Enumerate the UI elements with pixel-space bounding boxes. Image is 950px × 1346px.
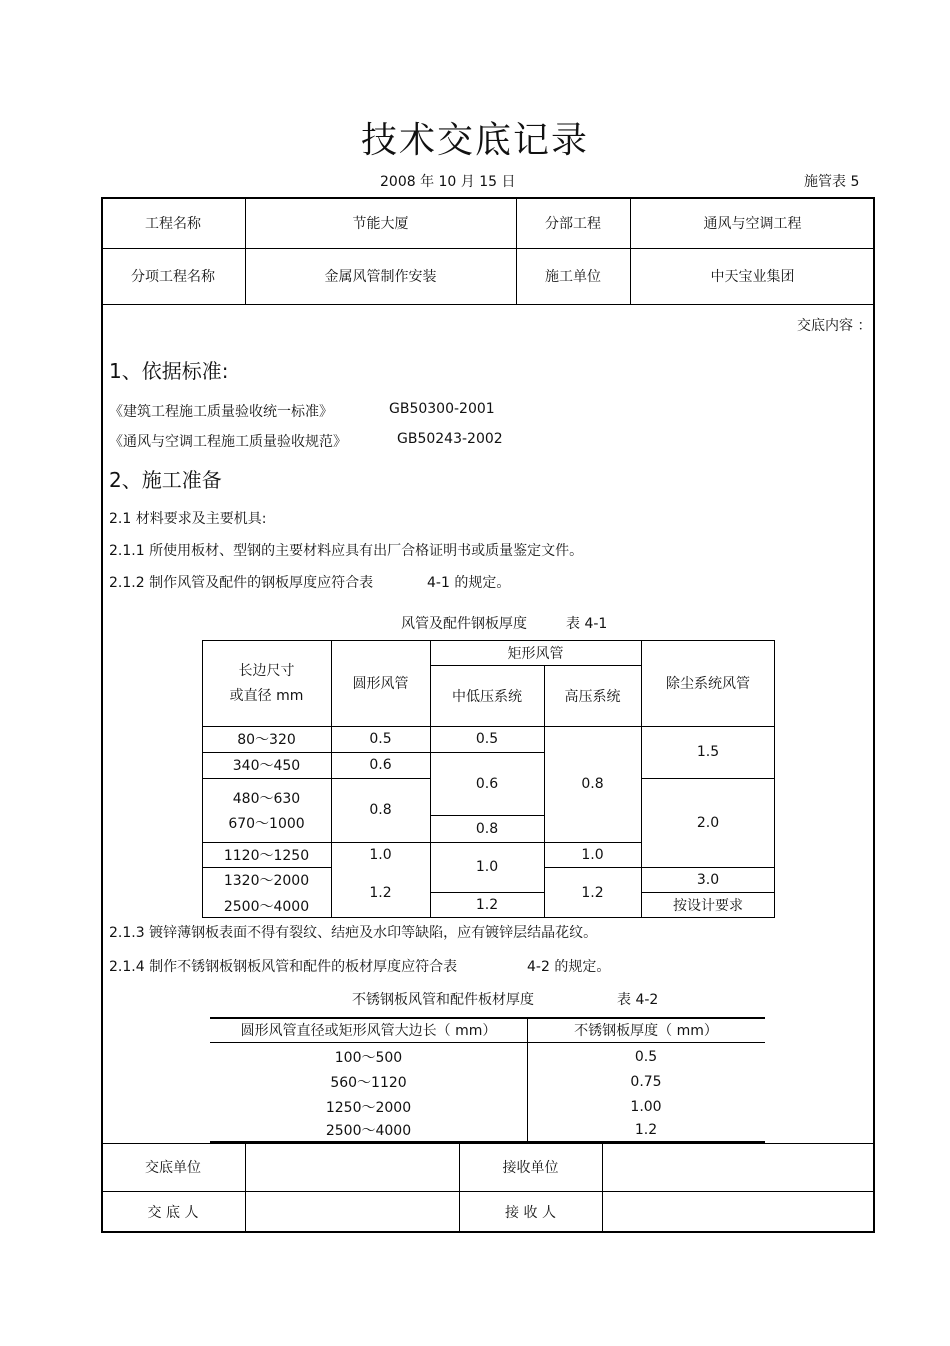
table-4-2-caption: 不锈钢板风管和配件板材厚度 <box>352 992 534 1008</box>
table-cell: 0.5 <box>634 1048 658 1065</box>
paragraph-2-1-4: 2.1.4 制作不锈钢板钢板风管和配件的板材厚度应符合表 <box>109 959 458 975</box>
table-cell: 0.8 <box>369 802 392 818</box>
content-label: 交底内容 ： <box>797 318 872 334</box>
table-cell: 0.8 <box>475 820 499 837</box>
table-cell: 1.0 <box>369 846 392 863</box>
subitem-value: 金属风管制作安装 <box>324 269 437 285</box>
table-cell: 0.75 <box>630 1073 662 1090</box>
table-cell: 1.0 <box>475 859 499 875</box>
table-4-1-header-rect: 矩形风管 <box>507 645 564 662</box>
subitem-label: 分项工程名称 <box>131 269 215 285</box>
table-4-1-caption: 风管及配件钢板厚度 <box>401 616 527 632</box>
handover-person-field[interactable] <box>245 1191 459 1233</box>
standard-2-code: GB50243-2002 <box>397 431 503 447</box>
receiving-unit-label: 接收单位 <box>502 1160 559 1176</box>
paragraph-2-1-3: 2.1.3 镀锌薄钢板表面不得有裂纹、结疤及水印等缺陷，应有镀锌层结晶花纹。 <box>109 925 598 941</box>
table-cell: 100～500 <box>334 1049 403 1066</box>
table-cell: 0.6 <box>475 775 499 792</box>
table-cell: 2500～4000 <box>223 898 310 915</box>
table-cell: 1320～2000 <box>223 873 310 889</box>
paragraph-2-1-2: 2.1.2 制作风管及配件的钢板厚度应符合表 <box>109 575 374 591</box>
table-cell: 1120～1250 <box>223 847 310 864</box>
table-cell: 340～450 <box>232 758 301 774</box>
standard-1-code: GB50300-2001 <box>389 401 495 417</box>
table-cell: 0.8 <box>581 776 604 792</box>
standard-2-name: 《通风与空调工程施工质量验收规范》 <box>109 434 347 450</box>
table-cell: 480～630 <box>232 791 301 807</box>
handover-unit-field[interactable] <box>245 1143 459 1191</box>
table-cell: 1250～2000 <box>325 1099 412 1116</box>
form-number: 施管表 5 <box>804 174 860 190</box>
table-4-1-header-lowmid: 中低压系统 <box>452 688 522 705</box>
project-name-label: 工程名称 <box>145 215 201 232</box>
contractor-value: 中天宝业集团 <box>710 269 795 285</box>
page-title: 技术交底记录 <box>360 120 589 161</box>
project-name-value: 节能大厦 <box>352 215 409 232</box>
section-2-title: 2、施工准备 <box>109 468 222 492</box>
paragraph-2-1-1: 2.1.1 所使用板材、型钢的主要材料应具有出厂合格证明书或质量鉴定文件。 <box>109 543 584 559</box>
table-4-1-number: 表 4-1 <box>566 616 608 632</box>
standard-1-name: 《建筑工程施工质量验收统一标准》 <box>109 404 333 420</box>
table-cell: 670～1000 <box>228 816 305 832</box>
receiving-unit-field[interactable] <box>602 1143 875 1191</box>
table-4-1-header-dust: 除尘系统风管 <box>666 676 750 692</box>
section-1-title: 1、依据标准: <box>109 359 229 383</box>
table-4-2-header-size: 圆形风管直径或矩形风管大边长（ mm） <box>240 1023 497 1039</box>
table-cell: 1.2 <box>369 884 392 901</box>
handover-person-label: 交 底 人 <box>147 1205 199 1221</box>
table-cell: 0.6 <box>369 757 392 773</box>
handover-unit-label: 交底单位 <box>145 1160 201 1176</box>
table-cell: 80～320 <box>237 732 296 748</box>
table-cell: 560～1120 <box>330 1074 407 1091</box>
table-4-2-header-rule <box>210 1042 765 1043</box>
header-divider <box>101 304 875 305</box>
table-cell: 0.5 <box>475 731 499 747</box>
division-label: 分部工程 <box>545 215 601 232</box>
table-4-1-header-size: 长边尺寸 <box>238 663 295 679</box>
table-4-2-number: 表 4-2 <box>617 992 659 1008</box>
table-4-1-header-size-unit: 或直径 mm <box>229 688 304 704</box>
table-cell: 3.0 <box>696 871 720 888</box>
receiving-person-field[interactable] <box>602 1191 875 1233</box>
table-cell: 1.0 <box>581 846 604 863</box>
table-cell: 1.2 <box>475 897 499 913</box>
table-cell: 按设计要求 <box>673 898 743 914</box>
table-cell: 1.2 <box>634 1122 658 1138</box>
paragraph-2-1-2-ref: 4-1 的规定。 <box>427 575 511 591</box>
table-4-1-header-high: 高压系统 <box>564 688 621 705</box>
contractor-label: 施工单位 <box>545 269 601 285</box>
table-4-1-header-round: 圆形风管 <box>352 676 409 692</box>
table-cell: 0.5 <box>369 731 392 747</box>
table-cell: 1.00 <box>630 1098 662 1115</box>
table-cell: 1.2 <box>581 884 604 901</box>
receiving-person-label: 接 收 人 <box>505 1205 556 1221</box>
record-date: 2008 年 10 月 15 日 <box>380 174 516 190</box>
table-cell: 2500～4000 <box>325 1123 412 1139</box>
paragraph-2-1: 2.1 材料要求及主要机具: <box>109 511 267 527</box>
table-cell: 1.5 <box>696 744 720 760</box>
division-value: 通风与空调工程 <box>703 215 802 232</box>
table-cell: 2.0 <box>696 814 720 831</box>
table-4-2-header-thickness: 不锈钢板厚度（ mm） <box>574 1023 718 1039</box>
paragraph-2-1-4-ref: 4-2 的规定。 <box>527 959 611 975</box>
